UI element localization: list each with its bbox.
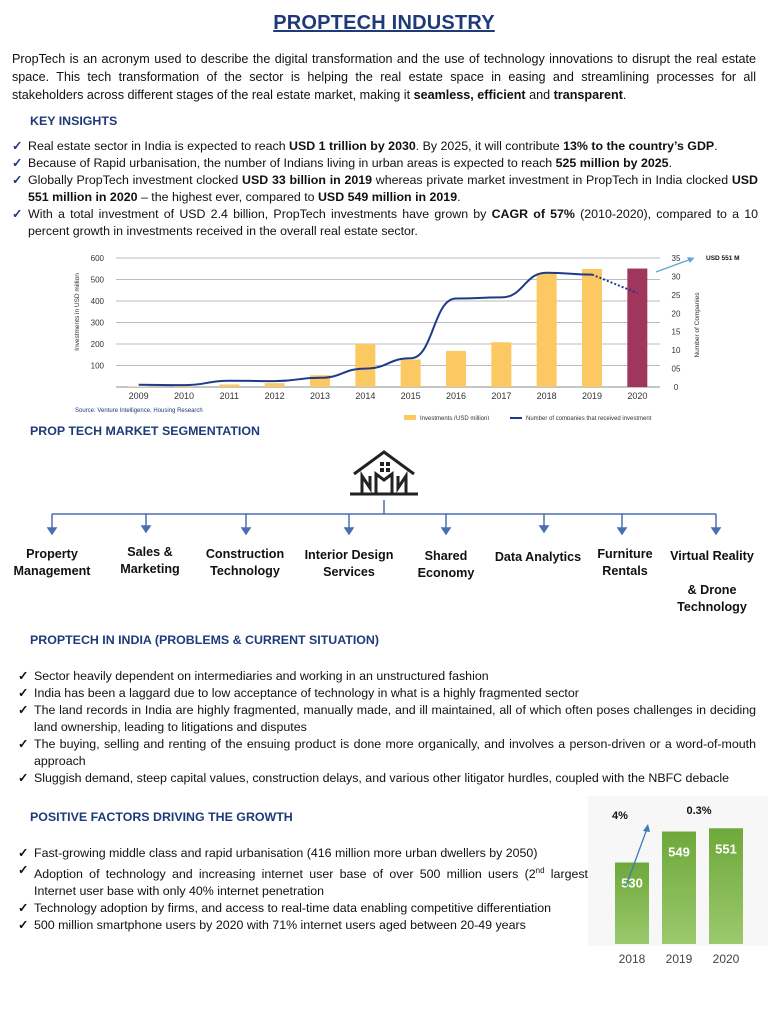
growth-text: Adoption of technology and increasing internet user base of over 500 million users (2 bbox=[34, 867, 536, 882]
india-text: Sluggish demand, steep capital values, construction delays, and various other litigator hurdles, coupled with the NBFC debacle bbox=[34, 771, 729, 785]
key-insight-item bbox=[10, 138, 758, 155]
key-insight-text: . bbox=[457, 190, 461, 204]
segment-label-line: & Drone bbox=[687, 583, 737, 597]
investment-bar bbox=[355, 344, 375, 387]
india-item bbox=[16, 685, 756, 702]
segment-label-line: Virtual Reality bbox=[670, 549, 754, 563]
check-icon: ✓ bbox=[18, 863, 29, 877]
key-insight-bold: 13% to the country’s GDP bbox=[563, 139, 715, 153]
key-insight-bold: USD 549 million in 2019 bbox=[317, 190, 458, 204]
check-icon: ✓ bbox=[12, 156, 23, 170]
investment-bar bbox=[446, 351, 466, 387]
page-title: PROPTECH INDUSTRY bbox=[273, 12, 495, 34]
y-axis-label: Investments in USD million bbox=[74, 273, 81, 351]
investment-bar bbox=[219, 384, 239, 387]
key-insight-text: . bbox=[714, 139, 718, 153]
growth-item bbox=[16, 917, 588, 934]
intro-paragraph bbox=[12, 50, 756, 104]
x-tick-label: 2017 bbox=[491, 391, 512, 401]
segment-label-line bbox=[652, 565, 768, 582]
y2-tick-label: 20 bbox=[671, 309, 681, 319]
bar-value-label: 549 bbox=[668, 844, 690, 860]
key-insight-text: whereas private market investment in PropTech in India clocked bbox=[372, 173, 732, 187]
segment-label-line: Marketing bbox=[120, 562, 180, 576]
key-insight-item bbox=[10, 155, 758, 172]
investment-bar bbox=[265, 383, 285, 387]
y2-tick-label: 35 bbox=[671, 254, 681, 263]
annotation-label: USD 551 M bbox=[706, 255, 740, 262]
segment-label-line: Interior Design bbox=[304, 548, 394, 562]
x-tick-label: 2020 bbox=[712, 952, 740, 966]
segment-3 bbox=[185, 546, 305, 580]
x-tick-label: 2018 bbox=[536, 391, 557, 401]
y-tick-label: 100 bbox=[90, 361, 104, 371]
intro-end: . bbox=[622, 88, 627, 102]
india-item bbox=[16, 736, 756, 770]
legend-swatch-bar bbox=[404, 415, 416, 420]
growth-label: 0.3% bbox=[686, 805, 712, 817]
investment-bar bbox=[174, 386, 194, 387]
key-insights-heading: KEY INSIGHTS bbox=[30, 114, 118, 128]
segment-label-line: Services bbox=[323, 565, 375, 579]
growth-text: 500 million smartphone users by 2020 with 71% internet users aged between 20-49 years bbox=[34, 918, 526, 933]
india-item bbox=[16, 770, 756, 787]
check-icon: ✓ bbox=[18, 771, 29, 785]
bar-value-label: 530 bbox=[621, 875, 643, 891]
y2-tick-label: 30 bbox=[671, 272, 681, 282]
house-icon bbox=[348, 448, 420, 498]
key-insight-bold: 525 million by 2025 bbox=[555, 156, 669, 170]
check-icon: ✓ bbox=[12, 207, 23, 221]
check-icon: ✓ bbox=[12, 173, 23, 187]
chart-source: Source: Venture Intelligence, Housing Research bbox=[75, 408, 203, 414]
growth-heading: POSITIVE FACTORS DRIVING THE GROWTH bbox=[30, 810, 293, 824]
check-icon: ✓ bbox=[18, 901, 29, 916]
investment-chart bbox=[0, 250, 768, 420]
y2-axis-label: Number of Companies bbox=[694, 292, 701, 358]
segment-label-line: Economy bbox=[417, 566, 475, 580]
bar-value-label: 551 bbox=[715, 841, 737, 857]
check-icon: ✓ bbox=[18, 703, 29, 717]
y2-tick-label: 15 bbox=[671, 327, 681, 337]
check-icon: ✓ bbox=[18, 737, 29, 751]
x-tick-label: 2019 bbox=[581, 391, 603, 401]
y-tick-label: 200 bbox=[90, 340, 104, 349]
y-tick-label: 600 bbox=[90, 254, 104, 263]
key-insight-bold: CAGR of 57% bbox=[491, 207, 575, 221]
segment-label-line: Technology bbox=[677, 600, 747, 614]
companies-line bbox=[139, 273, 592, 385]
key-insight-text: With a total investment of USD 2.4 billion, PropTech investments have grown by bbox=[28, 207, 492, 221]
india-text: India has been a laggard due to low acceptance of technology in what is a highly fragmented sector bbox=[34, 686, 579, 700]
segment-label-line: Property bbox=[26, 547, 78, 561]
y2-tick-label: 10 bbox=[671, 346, 681, 356]
x-tick-label: 2012 bbox=[264, 391, 285, 401]
x-tick-label: 2013 bbox=[309, 391, 331, 401]
key-insight-text: Because of Rapid urbanisation, the number of Indians living in urban areas is expected to reach bbox=[28, 156, 556, 170]
y-tick-label: 300 bbox=[90, 318, 104, 328]
x-tick-label: 2016 bbox=[445, 391, 467, 401]
segment-label-line: Technology bbox=[210, 564, 280, 578]
india-heading: PROPTECH IN INDIA (PROBLEMS & CURRENT SITUATION) bbox=[30, 633, 379, 647]
y2-tick-label: 05 bbox=[671, 364, 681, 374]
segmentation-heading: PROP TECH MARKET SEGMENTATION bbox=[30, 424, 260, 438]
x-tick-label: 2009 bbox=[128, 391, 149, 401]
growth-sup: nd bbox=[535, 866, 545, 875]
x-tick-label: 2014 bbox=[355, 391, 376, 401]
segment-label-line: Sales & bbox=[127, 545, 173, 559]
segment-label-line: Construction bbox=[205, 547, 285, 561]
segment-label-line: Management bbox=[13, 564, 91, 578]
key-insight-item bbox=[10, 206, 758, 240]
segment-label-line: Furniture bbox=[597, 547, 653, 561]
growth-item bbox=[16, 862, 588, 900]
growth-item bbox=[16, 845, 588, 862]
key-insight-bold: USD 551 million in 2020 bbox=[28, 173, 759, 204]
segment-8 bbox=[652, 548, 768, 616]
key-insight-bold: USD 33 billion in 2019 bbox=[242, 173, 373, 187]
india-text: The buying, selling and renting of the ensuing product is done more organically, and involves a person-driven or a word-of-mouth approach bbox=[34, 737, 756, 768]
growth-label: 4% bbox=[612, 810, 628, 822]
y-tick-label: 500 bbox=[90, 275, 104, 285]
segmentation-connector bbox=[0, 500, 768, 540]
key-insight-text: Real estate sector in India is expected to reach bbox=[28, 139, 290, 153]
y2-tick-label: 25 bbox=[671, 290, 681, 300]
y-tick-label: 400 bbox=[90, 297, 104, 306]
x-tick-label: 2018 bbox=[618, 952, 646, 966]
growth-list bbox=[16, 845, 588, 934]
legend-label: Investments (USD million) bbox=[420, 416, 490, 420]
key-insight-text: . bbox=[668, 156, 673, 170]
check-icon: ✓ bbox=[18, 669, 29, 683]
key-insight-item bbox=[10, 172, 758, 206]
key-insight-text: (2010-2020), compared to a 10 percent growth in investments received in the overall real estate sector. bbox=[28, 207, 758, 238]
check-icon: ✓ bbox=[18, 686, 29, 700]
india-item bbox=[16, 702, 756, 736]
key-insights-list bbox=[10, 138, 758, 240]
growth-text: largest Internet user base with only 40% internet penetration bbox=[34, 867, 588, 899]
segment-label-line: Data Analytics bbox=[494, 550, 582, 564]
key-insight-text: – the highest ever, compared to bbox=[137, 190, 318, 204]
investment-bar bbox=[491, 342, 511, 387]
x-tick-label: 2020 bbox=[627, 391, 648, 401]
key-insight-bold: USD 1 trillion by 2030 bbox=[289, 139, 416, 153]
key-insight-text: . By 2025, it will contribute bbox=[415, 139, 564, 153]
intro-bold-2: transparent bbox=[553, 88, 623, 102]
growth-text: Technology adoption by firms, and access to real-time data enabling competitive differentiation bbox=[34, 901, 552, 916]
intro-text: PropTech is an acronym used to describe the digital transformation and the use of technology innovations to disrupt the real estate space. This tech transformation of the sector is helping the real estate space in easing and streamlining processes for all stakeholders across different stages of the real estate market, making it bbox=[12, 52, 756, 102]
check-icon: ✓ bbox=[18, 846, 29, 860]
x-tick-label: 2019 bbox=[665, 952, 693, 966]
segment-label-line: Shared bbox=[424, 549, 468, 563]
india-text: Sector heavily dependent on intermediaries and working in an unstructured fashion bbox=[34, 669, 489, 683]
investment-bar bbox=[627, 269, 647, 387]
check-icon: ✓ bbox=[18, 918, 29, 933]
india-text: The land records in India are highly fragmented, manually made, and ill maintained, all of which often poses challenges in deciding land ownership, leading to litigations and disputes bbox=[34, 703, 756, 734]
intro-and: and bbox=[525, 88, 554, 102]
growth-item bbox=[16, 900, 588, 917]
india-list bbox=[16, 668, 756, 787]
investment-bar bbox=[401, 359, 421, 387]
growth-text: Fast-growing middle class and rapid urbanisation (416 million more urban dwellers by 2050) bbox=[34, 846, 538, 860]
x-tick-label: 2010 bbox=[173, 391, 195, 401]
investment-bar bbox=[537, 273, 557, 387]
segment-label-line: Rentals bbox=[602, 564, 648, 578]
growth-bar-chart bbox=[588, 796, 768, 972]
x-tick-label: 2011 bbox=[219, 391, 240, 401]
investment-bar bbox=[582, 269, 602, 387]
x-tick-label: 2015 bbox=[400, 391, 421, 401]
check-icon: ✓ bbox=[12, 139, 23, 153]
india-item bbox=[16, 668, 756, 685]
intro-bold-1: seamless, efficient bbox=[413, 88, 526, 102]
key-insight-text: Globally PropTech investment clocked bbox=[28, 173, 243, 187]
y2-tick-label: 0 bbox=[673, 383, 679, 392]
legend-label: Number of companies that received investment bbox=[526, 416, 652, 420]
